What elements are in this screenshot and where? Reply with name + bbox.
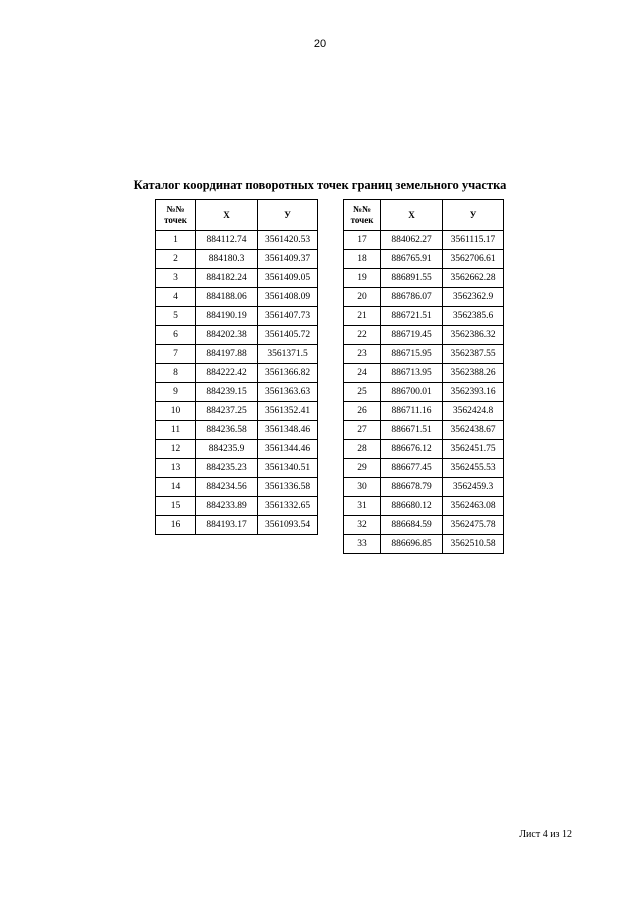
cell-y: 3561420.53 xyxy=(258,231,318,250)
cell-y: 3561405.72 xyxy=(258,326,318,345)
cell-point-number: 29 xyxy=(344,459,381,478)
cell-point-number: 4 xyxy=(156,288,196,307)
cell-y: 3562451.75 xyxy=(443,440,504,459)
table-row xyxy=(156,364,318,383)
cell-point-number: 24 xyxy=(344,364,381,383)
cell-x: 886677.45 xyxy=(381,459,443,478)
cell-x: 884234.56 xyxy=(196,478,258,497)
cell-point-number: 26 xyxy=(344,402,381,421)
table-row xyxy=(156,326,318,345)
cell-point-number: 9 xyxy=(156,383,196,402)
cell-x: 886713.95 xyxy=(381,364,443,383)
table-row xyxy=(344,307,504,326)
cell-point-number: 16 xyxy=(156,516,196,535)
cell-y: 3561352.41 xyxy=(258,402,318,421)
cell-point-number: 21 xyxy=(344,307,381,326)
cell-point-number: 23 xyxy=(344,345,381,364)
table-row xyxy=(156,402,318,421)
table-row xyxy=(344,364,504,383)
cell-x: 884237.25 xyxy=(196,402,258,421)
right-table-body xyxy=(344,231,504,554)
table-row xyxy=(156,440,318,459)
cell-point-number: 13 xyxy=(156,459,196,478)
header-x: X xyxy=(381,200,443,231)
cell-x: 884235.9 xyxy=(196,440,258,459)
cell-x: 886671.51 xyxy=(381,421,443,440)
coordinates-table-right xyxy=(343,199,504,554)
cell-x: 886891.55 xyxy=(381,269,443,288)
cell-x: 886678.79 xyxy=(381,478,443,497)
table-row xyxy=(344,250,504,269)
cell-y: 3561371.5 xyxy=(258,345,318,364)
table-row xyxy=(156,250,318,269)
table-row xyxy=(156,516,318,535)
table-row xyxy=(344,440,504,459)
table-row xyxy=(344,459,504,478)
cell-x: 886700.01 xyxy=(381,383,443,402)
cell-y: 3561115.17 xyxy=(443,231,504,250)
cell-point-number: 3 xyxy=(156,269,196,288)
cell-point-number: 17 xyxy=(344,231,381,250)
cell-y: 3561348.46 xyxy=(258,421,318,440)
cell-y: 3561336.58 xyxy=(258,478,318,497)
cell-y: 3562362.9 xyxy=(443,288,504,307)
table-row xyxy=(156,459,318,478)
cell-point-number: 10 xyxy=(156,402,196,421)
cell-y: 3562386.32 xyxy=(443,326,504,345)
page-number: 20 xyxy=(313,38,327,50)
cell-y: 3562385.6 xyxy=(443,307,504,326)
cell-point-number: 28 xyxy=(344,440,381,459)
table-row xyxy=(156,231,318,250)
table-row xyxy=(344,478,504,497)
header-x: X xyxy=(196,200,258,231)
table-header-row xyxy=(344,200,504,231)
sheet-footer: Лист 4 из 12 xyxy=(519,829,572,840)
cell-x: 884222.42 xyxy=(196,364,258,383)
coordinates-table-left xyxy=(155,199,318,535)
table-row xyxy=(156,307,318,326)
cell-point-number: 8 xyxy=(156,364,196,383)
cell-point-number: 33 xyxy=(344,535,381,554)
cell-y: 3562706.61 xyxy=(443,250,504,269)
cell-x: 886721.51 xyxy=(381,307,443,326)
table-row xyxy=(344,269,504,288)
cell-y: 3561409.05 xyxy=(258,269,318,288)
cell-x: 884233.89 xyxy=(196,497,258,516)
cell-x: 886684.59 xyxy=(381,516,443,535)
cell-x: 884197.88 xyxy=(196,345,258,364)
table-row xyxy=(156,269,318,288)
cell-point-number: 31 xyxy=(344,497,381,516)
cell-x: 884202.38 xyxy=(196,326,258,345)
table-row xyxy=(344,516,504,535)
cell-point-number: 14 xyxy=(156,478,196,497)
header-y: У xyxy=(443,200,504,231)
cell-x: 886765.91 xyxy=(381,250,443,269)
cell-y: 3562510.58 xyxy=(443,535,504,554)
cell-y: 3561366.82 xyxy=(258,364,318,383)
cell-y: 3562662.28 xyxy=(443,269,504,288)
cell-x: 884239.15 xyxy=(196,383,258,402)
cell-point-number: 19 xyxy=(344,269,381,288)
table-row xyxy=(344,231,504,250)
cell-y: 3561093.54 xyxy=(258,516,318,535)
cell-point-number: 22 xyxy=(344,326,381,345)
table-row xyxy=(156,345,318,364)
table-row xyxy=(156,383,318,402)
cell-x: 884062.27 xyxy=(381,231,443,250)
header-num-line2: точек xyxy=(350,215,374,225)
cell-y: 3562388.26 xyxy=(443,364,504,383)
cell-x: 886696.85 xyxy=(381,535,443,554)
table-row xyxy=(156,288,318,307)
cell-x: 884182.24 xyxy=(196,269,258,288)
cell-y: 3562475.78 xyxy=(443,516,504,535)
cell-point-number: 18 xyxy=(344,250,381,269)
cell-point-number: 1 xyxy=(156,231,196,250)
cell-x: 886676.12 xyxy=(381,440,443,459)
cell-point-number: 27 xyxy=(344,421,381,440)
cell-x: 886711.16 xyxy=(381,402,443,421)
table-row xyxy=(156,497,318,516)
cell-x: 886719.45 xyxy=(381,326,443,345)
cell-y: 3561363.63 xyxy=(258,383,318,402)
cell-x: 886786.07 xyxy=(381,288,443,307)
cell-point-number: 11 xyxy=(156,421,196,440)
cell-x: 884193.17 xyxy=(196,516,258,535)
table-row xyxy=(156,421,318,440)
table-row xyxy=(344,497,504,516)
cell-x: 884190.19 xyxy=(196,307,258,326)
table-row xyxy=(344,383,504,402)
cell-point-number: 20 xyxy=(344,288,381,307)
cell-point-number: 6 xyxy=(156,326,196,345)
cell-y: 3562387.55 xyxy=(443,345,504,364)
cell-y: 3562459.3 xyxy=(443,478,504,497)
cell-x: 884112.74 xyxy=(196,231,258,250)
cell-y: 3562438.67 xyxy=(443,421,504,440)
cell-point-number: 25 xyxy=(344,383,381,402)
table-row xyxy=(344,288,504,307)
table-row xyxy=(156,478,318,497)
cell-point-number: 30 xyxy=(344,478,381,497)
cell-y: 3561344.46 xyxy=(258,440,318,459)
header-num-line1: №№ xyxy=(352,204,372,214)
cell-y: 3562424.8 xyxy=(443,402,504,421)
header-point-number xyxy=(156,200,196,231)
cell-point-number: 32 xyxy=(344,516,381,535)
header-num-line2: точек xyxy=(164,215,187,225)
cell-y: 3561332.65 xyxy=(258,497,318,516)
cell-point-number: 5 xyxy=(156,307,196,326)
header-num-line1: №№ xyxy=(166,204,185,214)
cell-y: 3562455.53 xyxy=(443,459,504,478)
cell-y: 3561340.51 xyxy=(258,459,318,478)
table-row xyxy=(344,535,504,554)
cell-point-number: 12 xyxy=(156,440,196,459)
left-table-body xyxy=(156,231,318,535)
table-row xyxy=(344,326,504,345)
cell-x: 884180.3 xyxy=(196,250,258,269)
cell-x: 886680.12 xyxy=(381,497,443,516)
cell-point-number: 7 xyxy=(156,345,196,364)
cell-y: 3561407.73 xyxy=(258,307,318,326)
header-point-number xyxy=(344,200,381,231)
catalog-title: Каталог координат поворотных точек границ земельного участка xyxy=(133,178,507,192)
table-row xyxy=(344,402,504,421)
cell-x: 884235.23 xyxy=(196,459,258,478)
table-row xyxy=(344,421,504,440)
cell-y: 3562463.08 xyxy=(443,497,504,516)
cell-x: 884188.06 xyxy=(196,288,258,307)
cell-y: 3562393.16 xyxy=(443,383,504,402)
cell-point-number: 15 xyxy=(156,497,196,516)
table-header-row xyxy=(156,200,318,231)
table-row xyxy=(344,345,504,364)
cell-y: 3561409.37 xyxy=(258,250,318,269)
header-y: У xyxy=(258,200,318,231)
cell-x: 884236.58 xyxy=(196,421,258,440)
cell-y: 3561408.09 xyxy=(258,288,318,307)
cell-point-number: 2 xyxy=(156,250,196,269)
cell-x: 886715.95 xyxy=(381,345,443,364)
